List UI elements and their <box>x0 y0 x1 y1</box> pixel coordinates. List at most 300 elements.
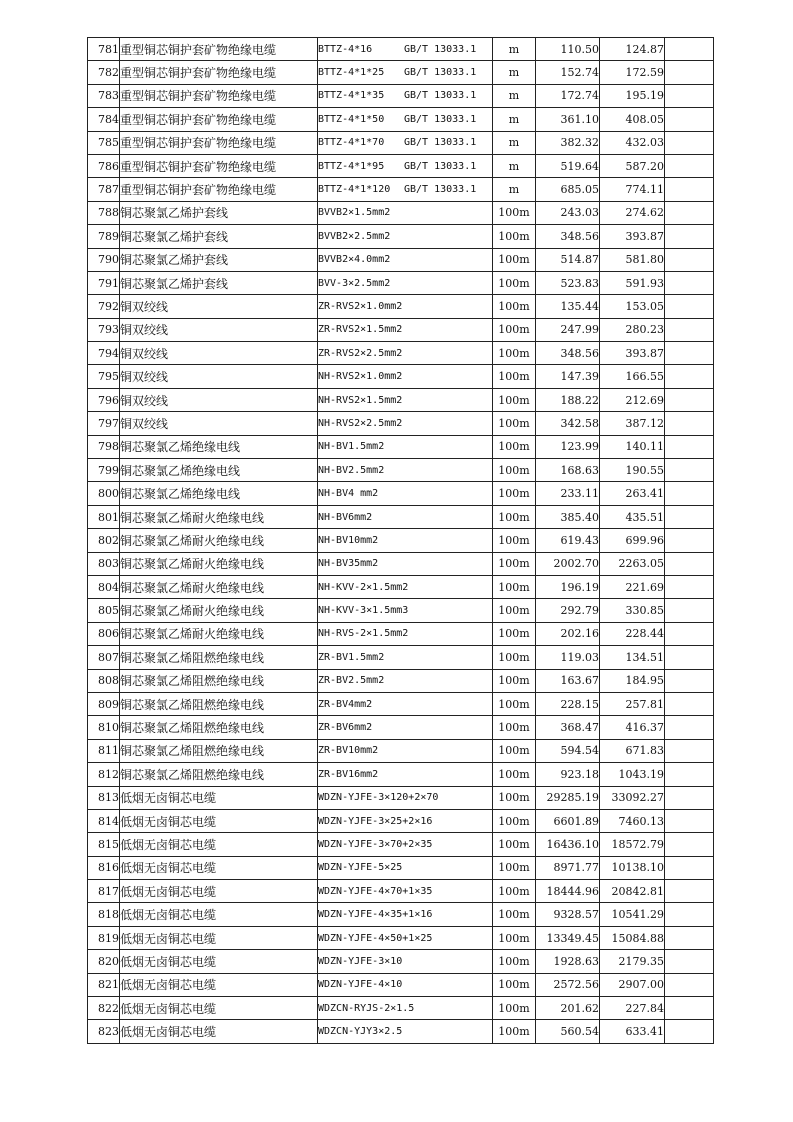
unit-cell: 100m <box>493 669 536 692</box>
unit-cell: 100m <box>493 1020 536 1043</box>
spec-model: NH-RVS2×1.5mm2 <box>318 394 403 406</box>
spec-cell <box>318 997 493 1020</box>
spec-model: NH-BV6mm2 <box>318 511 373 523</box>
table-row <box>88 365 714 388</box>
spec-standard: GB/T 13033.1 <box>404 113 477 125</box>
price-cell: 16436.10 <box>536 833 600 856</box>
price-cell: 923.18 <box>536 763 600 786</box>
table-row <box>88 154 714 177</box>
unit-cell: 100m <box>493 201 536 224</box>
unit-cell: 100m <box>493 880 536 903</box>
price-cell: 228.15 <box>536 692 600 715</box>
spec-model: BTTZ-4*1*35 <box>318 90 385 102</box>
tax-price-cell: 432.03 <box>600 131 665 154</box>
table-row <box>88 809 714 832</box>
spec-model: NH-RVS-2×1.5mm2 <box>318 628 409 640</box>
tax-price-cell: 166.55 <box>600 365 665 388</box>
unit-cell: 100m <box>493 552 536 575</box>
spec-cell <box>318 1020 493 1043</box>
spec-cell <box>318 84 493 107</box>
spec-model: WDZN-YJFE-3×25+2×16 <box>318 815 433 827</box>
row-number-cell: 794 <box>88 342 120 365</box>
remark-cell <box>665 716 714 739</box>
tax-price-cell: 140.11 <box>600 435 665 458</box>
item-name-cell: 铜芯聚氯乙烯阻燃绝缘电线 <box>120 692 318 715</box>
remark-cell <box>665 295 714 318</box>
item-name-cell: 低烟无卤铜芯电缆 <box>120 833 318 856</box>
unit-cell: 100m <box>493 482 536 505</box>
table-row <box>88 646 714 669</box>
remark-cell <box>665 38 714 61</box>
price-cell: 348.56 <box>536 342 600 365</box>
price-cell: 123.99 <box>536 435 600 458</box>
tax-price-cell: 212.69 <box>600 388 665 411</box>
table-row <box>88 622 714 645</box>
remark-cell <box>665 786 714 809</box>
remark-cell <box>665 950 714 973</box>
price-cell: 519.64 <box>536 154 600 177</box>
item-name-cell: 铜芯聚氯乙烯耐火绝缘电线 <box>120 529 318 552</box>
spec-cell <box>318 716 493 739</box>
table-row <box>88 880 714 903</box>
table-row <box>88 926 714 949</box>
row-number-cell: 785 <box>88 131 120 154</box>
unit-cell: 100m <box>493 318 536 341</box>
unit-cell: 100m <box>493 739 536 762</box>
table-row <box>88 575 714 598</box>
remark-cell <box>665 412 714 435</box>
item-name-cell: 铜芯聚氯乙烯阻燃绝缘电线 <box>120 716 318 739</box>
row-number-cell: 784 <box>88 108 120 131</box>
spec-model: BVVB2×4.0mm2 <box>318 254 391 266</box>
tax-price-cell: 7460.13 <box>600 809 665 832</box>
item-name-cell: 铜芯聚氯乙烯绝缘电线 <box>120 459 318 482</box>
row-number-cell: 788 <box>88 201 120 224</box>
table-row <box>88 342 714 365</box>
tax-price-cell: 221.69 <box>600 575 665 598</box>
spec-standard: GB/T 13033.1 <box>404 160 477 172</box>
item-name-cell: 铜芯聚氯乙烯阻燃绝缘电线 <box>120 669 318 692</box>
spec-cell <box>318 622 493 645</box>
spec-cell <box>318 552 493 575</box>
item-name-cell: 铜双绞线 <box>120 318 318 341</box>
row-number-cell: 796 <box>88 388 120 411</box>
table-row <box>88 552 714 575</box>
tax-price-cell: 393.87 <box>600 342 665 365</box>
row-number-cell: 808 <box>88 669 120 692</box>
spec-cell <box>318 786 493 809</box>
table-row <box>88 786 714 809</box>
remark-cell <box>665 342 714 365</box>
spec-model: NH-RVS2×2.5mm2 <box>318 417 403 429</box>
spec-cell <box>318 435 493 458</box>
spec-model: WDZN-YJFE-4×50+1×25 <box>318 932 433 944</box>
remark-cell <box>665 692 714 715</box>
unit-cell: 100m <box>493 786 536 809</box>
spec-model: BTTZ-4*16 <box>318 43 373 55</box>
item-name-cell: 低烟无卤铜芯电缆 <box>120 950 318 973</box>
row-number-cell: 802 <box>88 529 120 552</box>
unit-cell: 100m <box>493 856 536 879</box>
table-row <box>88 412 714 435</box>
price-cell: 196.19 <box>536 575 600 598</box>
price-cell: 119.03 <box>536 646 600 669</box>
remark-cell <box>665 201 714 224</box>
unit-cell: 100m <box>493 225 536 248</box>
row-number-cell: 814 <box>88 809 120 832</box>
tax-price-cell: 2907.00 <box>600 973 665 996</box>
unit-cell: 100m <box>493 950 536 973</box>
spec-cell <box>318 669 493 692</box>
item-name-cell: 低烟无卤铜芯电缆 <box>120 1020 318 1043</box>
spec-model: WDZCN-RYJS-2×1.5 <box>318 1002 415 1014</box>
remark-cell <box>665 459 714 482</box>
spec-model: BTTZ-4*1*95 <box>318 160 385 172</box>
price-cell: 8971.77 <box>536 856 600 879</box>
table-row <box>88 295 714 318</box>
spec-model: NH-BV35mm2 <box>318 558 379 570</box>
item-name-cell: 铜芯聚氯乙烯耐火绝缘电线 <box>120 622 318 645</box>
unit-cell: 100m <box>493 575 536 598</box>
remark-cell <box>665 61 714 84</box>
price-cell: 18444.96 <box>536 880 600 903</box>
spec-cell <box>318 599 493 622</box>
spec-cell <box>318 809 493 832</box>
unit-cell: 100m <box>493 271 536 294</box>
tax-price-cell: 2179.35 <box>600 950 665 973</box>
spec-model: WDZN-YJFE-5×25 <box>318 862 403 874</box>
unit-cell: 100m <box>493 716 536 739</box>
price-cell: 135.44 <box>536 295 600 318</box>
table-row <box>88 201 714 224</box>
row-number-cell: 817 <box>88 880 120 903</box>
spec-model: ZR-RVS2×1.0mm2 <box>318 300 403 312</box>
unit-cell: 100m <box>493 529 536 552</box>
item-name-cell: 铜芯聚氯乙烯绝缘电线 <box>120 482 318 505</box>
remark-cell <box>665 1020 714 1043</box>
unit-cell: 100m <box>493 412 536 435</box>
table-row <box>88 505 714 528</box>
row-number-cell: 801 <box>88 505 120 528</box>
spec-cell <box>318 856 493 879</box>
table-row <box>88 225 714 248</box>
unit-cell: m <box>493 108 536 131</box>
price-cell: 202.16 <box>536 622 600 645</box>
spec-cell <box>318 459 493 482</box>
unit-cell: 100m <box>493 342 536 365</box>
price-cell: 6601.89 <box>536 809 600 832</box>
spec-cell <box>318 903 493 926</box>
spec-cell <box>318 412 493 435</box>
price-cell: 188.22 <box>536 388 600 411</box>
unit-cell: m <box>493 154 536 177</box>
item-name-cell: 铜芯聚氯乙烯耐火绝缘电线 <box>120 505 318 528</box>
row-number-cell: 793 <box>88 318 120 341</box>
row-number-cell: 804 <box>88 575 120 598</box>
spec-cell <box>318 342 493 365</box>
spec-standard: GB/T 13033.1 <box>404 67 477 79</box>
row-number-cell: 807 <box>88 646 120 669</box>
table-row <box>88 84 714 107</box>
table-row <box>88 435 714 458</box>
spec-model: ZR-RVS2×1.5mm2 <box>318 324 403 336</box>
spec-model: ZR-RVS2×2.5mm2 <box>318 347 403 359</box>
table-row <box>88 950 714 973</box>
table-row <box>88 1020 714 1043</box>
spec-cell <box>318 178 493 201</box>
remark-cell <box>665 880 714 903</box>
tax-price-cell: 387.12 <box>600 412 665 435</box>
row-number-cell: 811 <box>88 739 120 762</box>
price-cell: 594.54 <box>536 739 600 762</box>
item-name-cell: 低烟无卤铜芯电缆 <box>120 926 318 949</box>
table-row <box>88 38 714 61</box>
row-number-cell: 815 <box>88 833 120 856</box>
price-cell: 201.62 <box>536 997 600 1020</box>
row-number-cell: 823 <box>88 1020 120 1043</box>
price-cell: 13349.45 <box>536 926 600 949</box>
spec-cell <box>318 318 493 341</box>
row-number-cell: 810 <box>88 716 120 739</box>
table-row <box>88 529 714 552</box>
unit-cell: 100m <box>493 646 536 669</box>
row-number-cell: 812 <box>88 763 120 786</box>
table-row <box>88 388 714 411</box>
price-cell: 1928.63 <box>536 950 600 973</box>
tax-price-cell: 195.19 <box>600 84 665 107</box>
row-number-cell: 782 <box>88 61 120 84</box>
item-name-cell: 铜芯聚氯乙烯耐火绝缘电线 <box>120 599 318 622</box>
remark-cell <box>665 833 714 856</box>
row-number-cell: 789 <box>88 225 120 248</box>
spec-cell <box>318 248 493 271</box>
unit-cell: m <box>493 84 536 107</box>
row-number-cell: 798 <box>88 435 120 458</box>
spec-model: BVV-3×2.5mm2 <box>318 277 391 289</box>
item-name-cell: 铜芯聚氯乙烯护套线 <box>120 201 318 224</box>
spec-model: NH-BV4 mm2 <box>318 488 379 500</box>
remark-cell <box>665 388 714 411</box>
price-table <box>87 37 714 1044</box>
spec-model: BTTZ-4*1*70 <box>318 137 385 149</box>
item-name-cell: 铜双绞线 <box>120 388 318 411</box>
spec-model: ZR-BV1.5mm2 <box>318 651 385 663</box>
price-table-body <box>88 38 714 1044</box>
spec-cell <box>318 482 493 505</box>
spec-model: WDZN-YJFE-3×120+2×70 <box>318 792 439 804</box>
remark-cell <box>665 365 714 388</box>
tax-price-cell: 15084.88 <box>600 926 665 949</box>
tax-price-cell: 408.05 <box>600 108 665 131</box>
row-number-cell: 816 <box>88 856 120 879</box>
spec-cell <box>318 61 493 84</box>
tax-price-cell: 416.37 <box>600 716 665 739</box>
tax-price-cell: 153.05 <box>600 295 665 318</box>
item-name-cell: 铜芯聚氯乙烯阻燃绝缘电线 <box>120 739 318 762</box>
price-cell: 292.79 <box>536 599 600 622</box>
price-cell: 163.67 <box>536 669 600 692</box>
item-name-cell: 低烟无卤铜芯电缆 <box>120 880 318 903</box>
spec-cell <box>318 646 493 669</box>
tax-price-cell: 134.51 <box>600 646 665 669</box>
price-cell: 243.03 <box>536 201 600 224</box>
item-name-cell: 铜芯聚氯乙烯阻燃绝缘电线 <box>120 763 318 786</box>
table-row <box>88 739 714 762</box>
item-name-cell: 铜双绞线 <box>120 342 318 365</box>
item-name-cell: 铜双绞线 <box>120 365 318 388</box>
unit-cell: 100m <box>493 997 536 1020</box>
item-name-cell: 铜芯聚氯乙烯耐火绝缘电线 <box>120 552 318 575</box>
tax-price-cell: 591.93 <box>600 271 665 294</box>
spec-cell <box>318 739 493 762</box>
remark-cell <box>665 482 714 505</box>
row-number-cell: 791 <box>88 271 120 294</box>
item-name-cell: 重型铜芯铜护套矿物绝缘电缆 <box>120 61 318 84</box>
row-number-cell: 813 <box>88 786 120 809</box>
tax-price-cell: 257.81 <box>600 692 665 715</box>
table-row <box>88 318 714 341</box>
spec-model: NH-KVV-2×1.5mm2 <box>318 581 409 593</box>
price-cell: 168.63 <box>536 459 600 482</box>
tax-price-cell: 172.59 <box>600 61 665 84</box>
unit-cell: 100m <box>493 295 536 318</box>
price-cell: 619.43 <box>536 529 600 552</box>
tax-price-cell: 33092.27 <box>600 786 665 809</box>
spec-model: ZR-BV2.5mm2 <box>318 675 385 687</box>
remark-cell <box>665 108 714 131</box>
price-cell: 9328.57 <box>536 903 600 926</box>
table-row <box>88 131 714 154</box>
table-row <box>88 973 714 996</box>
item-name-cell: 铜芯聚氯乙烯绝缘电线 <box>120 435 318 458</box>
unit-cell: 100m <box>493 903 536 926</box>
item-name-cell: 重型铜芯铜护套矿物绝缘电缆 <box>120 178 318 201</box>
unit-cell: 100m <box>493 505 536 528</box>
item-name-cell: 低烟无卤铜芯电缆 <box>120 997 318 1020</box>
spec-model: NH-BV2.5mm2 <box>318 464 385 476</box>
remark-cell <box>665 529 714 552</box>
spec-model: WDZN-YJFE-3×10 <box>318 955 403 967</box>
unit-cell: 100m <box>493 692 536 715</box>
spec-model: WDZCN-YJY3×2.5 <box>318 1026 403 1038</box>
spec-cell <box>318 225 493 248</box>
spec-model: ZR-BV6mm2 <box>318 722 373 734</box>
remark-cell <box>665 599 714 622</box>
spec-cell <box>318 880 493 903</box>
row-number-cell: 820 <box>88 950 120 973</box>
spec-cell <box>318 295 493 318</box>
table-row <box>88 669 714 692</box>
unit-cell: 100m <box>493 599 536 622</box>
tax-price-cell: 18572.79 <box>600 833 665 856</box>
remark-cell <box>665 739 714 762</box>
price-cell: 247.99 <box>536 318 600 341</box>
price-cell: 514.87 <box>536 248 600 271</box>
unit-cell: 100m <box>493 365 536 388</box>
tax-price-cell: 280.23 <box>600 318 665 341</box>
remark-cell <box>665 856 714 879</box>
price-cell: 685.05 <box>536 178 600 201</box>
spec-model: WDZN-YJFE-3×70+2×35 <box>318 838 433 850</box>
remark-cell <box>665 154 714 177</box>
remark-cell <box>665 225 714 248</box>
price-cell: 110.50 <box>536 38 600 61</box>
row-number-cell: 819 <box>88 926 120 949</box>
remark-cell <box>665 646 714 669</box>
row-number-cell: 781 <box>88 38 120 61</box>
row-number-cell: 809 <box>88 692 120 715</box>
row-number-cell: 806 <box>88 622 120 645</box>
spec-cell <box>318 201 493 224</box>
table-row <box>88 692 714 715</box>
remark-cell <box>665 435 714 458</box>
spec-model: NH-KVV-3×1.5mm3 <box>318 605 409 617</box>
unit-cell: 100m <box>493 763 536 786</box>
price-cell: 152.74 <box>536 61 600 84</box>
unit-cell: m <box>493 61 536 84</box>
tax-price-cell: 774.11 <box>600 178 665 201</box>
row-number-cell: 800 <box>88 482 120 505</box>
spec-cell <box>318 154 493 177</box>
spec-cell <box>318 388 493 411</box>
price-cell: 342.58 <box>536 412 600 435</box>
item-name-cell: 低烟无卤铜芯电缆 <box>120 856 318 879</box>
unit-cell: 100m <box>493 435 536 458</box>
spec-cell <box>318 505 493 528</box>
tax-price-cell: 435.51 <box>600 505 665 528</box>
spec-model: NH-BV1.5mm2 <box>318 441 385 453</box>
price-cell: 2572.56 <box>536 973 600 996</box>
price-cell: 523.83 <box>536 271 600 294</box>
table-row <box>88 716 714 739</box>
spec-model: ZR-BV10mm2 <box>318 745 379 757</box>
spec-cell <box>318 529 493 552</box>
row-number-cell: 786 <box>88 154 120 177</box>
row-number-cell: 818 <box>88 903 120 926</box>
spec-cell <box>318 950 493 973</box>
table-row <box>88 61 714 84</box>
tax-price-cell: 633.41 <box>600 1020 665 1043</box>
table-row <box>88 271 714 294</box>
item-name-cell: 重型铜芯铜护套矿物绝缘电缆 <box>120 108 318 131</box>
tax-price-cell: 587.20 <box>600 154 665 177</box>
spec-cell <box>318 692 493 715</box>
row-number-cell: 805 <box>88 599 120 622</box>
row-number-cell: 803 <box>88 552 120 575</box>
remark-cell <box>665 575 714 598</box>
table-row <box>88 459 714 482</box>
table-row <box>88 763 714 786</box>
tax-price-cell: 330.85 <box>600 599 665 622</box>
spec-standard: GB/T 13033.1 <box>404 90 477 102</box>
price-cell: 385.40 <box>536 505 600 528</box>
spec-model: BTTZ-4*1*120 <box>318 184 391 196</box>
spec-cell <box>318 973 493 996</box>
tax-price-cell: 228.44 <box>600 622 665 645</box>
tax-price-cell: 10541.29 <box>600 903 665 926</box>
remark-cell <box>665 248 714 271</box>
price-cell: 147.39 <box>536 365 600 388</box>
spec-cell <box>318 271 493 294</box>
remark-cell <box>665 809 714 832</box>
unit-cell: m <box>493 178 536 201</box>
unit-cell: 100m <box>493 459 536 482</box>
unit-cell: 100m <box>493 926 536 949</box>
spec-model: WDZN-YJFE-4×35+1×16 <box>318 909 433 921</box>
item-name-cell: 铜芯聚氯乙烯护套线 <box>120 271 318 294</box>
table-row <box>88 903 714 926</box>
price-cell: 29285.19 <box>536 786 600 809</box>
